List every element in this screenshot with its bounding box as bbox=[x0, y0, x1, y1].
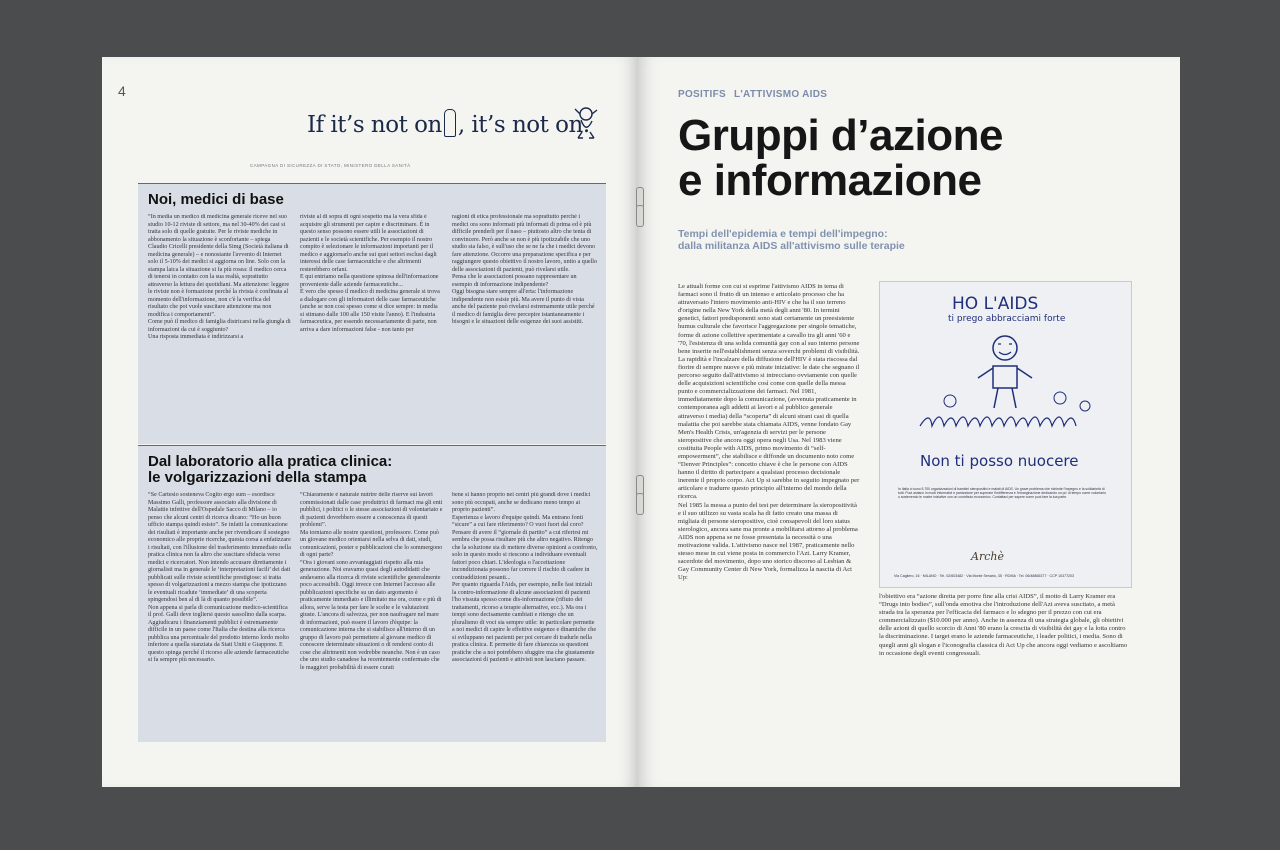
article-column-1: Le attuali forme con cui si esprime l'attivismo AIDS in tema di farmaci sono il frutto di un intenso e articolato processo che ha attraversato l'intero movimento anti-HIV e che ha il suo terreno d'origine nella New York della metà degli anni '80. In termini genetici, fattori predisponenti sono stati certamente un preesistente humus culturale che favorisce l'aggregazione per singole tematiche, forme di azione collettive sperimentate a cavallo tra gli anni '60 e '70, l'esistenza di una solida comunità gay con al suo interno persone bene inserite nell'establishment senza soverchi problemi di visibilità. La rapidità e l'incalzare della diffusione dell'HIV è stata riscossa dal fiorire di sempre nuove e più mirate iniziative: le date che segnano il percorso seguito dall'attivismo si intrecciano ovviamente con quelle delle acquisizioni scientifiche così come con quelle della messa punto e commercializzazione dei farmaci. Nel 1981, immediatamente dopo la comunicazione, (avvenuta praticamente in contemporanea agli addetti ai lavori e al pubblico generale attraverso i media) della “scoperta” di alcuni strani casi di quella malattia che poi sarebbe stata chiamata AIDS, venne fondato Gay Men's Health Crisis, un'agenzia di servizi per le persone sieropositive che ancora oggi opera negli Usa. Nel 1983 viene costituita People with AIDS, primo movimento di “self-empowerment”, che stabilisce e diffonde un documento noto come “Denver Principles”: concetto chiave è che le persone con AIDS hanno il diritto di partecipare a qualsiasi processo decisionale inerente il proprio corpo. Act Up si sarebbe in seguito impegnato per articolare e tradurre questo principio all'interno del mondo della ricerca. Nel 1985 la messa a punto del test per determinare la sieropositività e il suo utilizzo su vasta scala ha di fatto creato una massa di migliaia di persone sieropositive, cioè consapevoli del loro status sierologico, ancora sane ma pronte a mobilitarsi attorno al problema AIDS non appena se ne fosse presentata la necessità o una motivazione valida. L'attivismo nasce nel 1987, praticamente nello stesso mese in cui viene posta in commercio l'Azt. Larry Kramer, sacerdote del movimento, dopo uno storico discorso al Lesbian & Gay Community Center di New York, formalizza la nascita di Act Up: bbox=[678, 283, 860, 582]
ad-subhead: ti prego abbracciami forte bbox=[948, 314, 1066, 324]
slogan-part1: If it’s not on bbox=[307, 112, 442, 138]
article-column-3: bene si hanno proprio nei centri più grandi dove i medici sono più occupati, anche se dedicano meno tempo ai proprio pazienti”. Esperienza e lavoro d'equipe quindi. Ma entrano fonti “sicure” a cui fare riferimento? O vuoi fuori dal coro? Pensare di avere il “giornale di partito” a cui riferirsi mi sembra che possa risultare più che altro negativo. Ritengo che la soluzione sia di mettere diverse opinioni a confronto, solo in questo modo si riescono a individuare eventuali fattori poco chiari. L'ideologia o l'accettazione incondizionata possono far correre il rischio di cadere in contraddizioni pesanti... Per quanto riguarda l'Aids, per esempio, nelle fasi iniziali la contro-informazione di alcune associazioni di pazienti l'ho vissuta spesso come dis-informazione (rifiuto dei trattamenti, ricorso a terapie alternative, ecc.). Ma ora i tempi sono decisamente cambiati e ritengo che un pluralismo di voci sia sempre utile: in particolare permette a noi medici di capire le effettive esigenze e dinamiche che si sviluppano nei pazienti per poi cercare di tradurle nella pratica clinica. E permette di fare chiarezza su questioni pratiche che a noi potrebbero sfuggire ma che giustamente associazioni di pazienti e attivisti non lasciano passare. bbox=[452, 492, 598, 663]
page-number: 4 bbox=[118, 83, 126, 99]
headline bbox=[678, 113, 1003, 203]
slogan-part2: , it’s not on. bbox=[457, 112, 590, 138]
article-title: Noi, medici di base bbox=[148, 191, 284, 208]
kicker-section: POSITIFS bbox=[678, 89, 726, 100]
article-laboratorio bbox=[138, 445, 606, 742]
magazine-spread bbox=[102, 57, 1180, 787]
staple-bottom-2 bbox=[636, 493, 644, 515]
article-column-2: l'obiettivo era “azione diretta per porre fine alla crisi AIDS”, il motto di Larry Kramer era “Drugs into bodies”, sull'onda emotiva che l'introduzione dell'Azt aveva suscitato, a metà strada tra la speranza per l'efficacia del farmaco e lo sdegno per il prezzo con cui era commercializzato ($10.000 per anno). Anche in assenza di una strategia globale, gli obiettivi delle azioni di quello scorcio di Anni '80 erano la crescita di visibilità dei gay e la lotta contro la discriminazione. I target erano le aziende farmaceutiche, i leader politici, i media. Sono di quegli anni gli slogan e l'iconografia classica di Act Up che ancora oggi vediamo e ascoltiamo in occasione degli eventi congressuali. bbox=[879, 593, 1128, 657]
article-column-1: “In media un medico di medicina generale riceve nel suo studio 10-12 riviste di settore, ma nel 30-40% dei casi si tratta solo di quelle gratuite. Per le riviste mediche in abbonamento la situazione è sconfortante – spiega Claudio Cricelli presidente della Simg (Società italiana di medicina generale) – e nonostante l'avvento di Internet solo il 5-10% dei medici si aggiorna on line. Solo con la stampa laica la situazione si fa più rosea: il medico cerca di tenersi in contatto con la sua realtà, soprattutto attraverso la lettura dei quotidiani. Ma attenzione: leggere le riviste non è formazione perché la rivista è confinata al momento dell'informazione, non c'è la verifica del risultato che poi vuole suscitare attenzione ma non modifica i comportamenti”. Come può il medico di famiglia districarsi nella giungla di informazioni da cui è soggiunto? Una risposta immediata è indirizzarsi a bbox=[148, 214, 291, 340]
ad-address: Via Cagliero, 16 · MILANO · Tel. 02/603482 · Via Monte Senario, 35 · ROMA · Tel. 06/48865377 · CCP 10377203 bbox=[894, 574, 1075, 578]
headline-line-1: Gruppi d’azione bbox=[678, 111, 1003, 160]
subheadline-line-1: Tempi dell'epidemia e tempi dell'impegno: bbox=[678, 228, 888, 240]
headline-line-2: e informazione bbox=[678, 156, 982, 205]
ad-body-text: In Italia ci sono 5.700 organizzazioni di bambini sieropositivi e malati di AIDS. Un grave problema che richiede l'impegno e la solidarietà di tutti. Puoi aiutarci in modi informativi e parlandone per superare l'indifferenza e l'emarginazione dedicando un po' di tempo come volontario o sostenendo le nostre iniziative con un contributo economico. Contattaci per sapere come puoi fare la tua parte. bbox=[898, 487, 1106, 500]
article-title-line-1: Dal laboratorio alla pratica clinica: bbox=[148, 453, 393, 470]
article-column-1: “Se Cartesio sosteneva Cogito ergo sum – esordisce Massimo Galli, professore associato alla divisione di Malattie infettive dell'Ospedale Sacco di Milano – io penso che alcuni centri di ricerca dicano: “Ho un buon ufficio stampa quindi esisto”. Se infatti la comunicazione dei risultati è importante anche per rivendicare il sostegno economico alle proprie ricerche, questa corsa a enfatizzare i risultati, con l'illusione del trasferimento immediato nella pratica clinica non fa altro che suscitare sfiducia verso medici e ricercatori. Non intendo accusare direttamente i giornalisti ma in generale le ‘interpretazioni facili’ dei dati pubblicati sulle riviste scientifiche prestigiose: si tratta spesso di volgarizzazioni a mezzo stampa che ipotizzano le eventuali ricadute ‘immediate’ di una scoperta spingendosi ben al di là di quanto possibile”. Non appena si parla di comunicazione medico-scientifica il prof. Galli deve togliersi questo sassolino dalla scarpa. Aggiudicaru i finanziamenti pubblici è estremamente difficile in un paese come l'Italia che destina alla ricerca pubblica una percentuale del prodotto interno lordo molto inferiore a quella stanziata da Stati Uniti e Giappone. E questo spinga perché il ricorso alle aziende farmaceutiche si fa sempre più necessario. bbox=[148, 492, 291, 663]
article-column-2: riviste al di sopra di ogni sospetto ma la vera sfida è acquisire gli strumenti per capire e discriminare. È in questo senso possono essere utili le associazioni di pazienti e le società scientifiche. Per esempio il nostro compito è selezionare le informazioni importanti per il medico e aggiornarlo anche sui quei settori esclusi dagli interessi delle case farmaceutiche e che altrimenti resterebbero orfani. E qui entriamo nella questione spinosa dell'informazione proveniente dalle aziende farmaceutiche... È vero che spesso il medico di medicina generale si trova a dialogare con gli informatori delle case farmaceutiche (anche se non così spesso come si dice sempre: in media si stimano dalle 100 alle 150 visite l'anno). E l'industria farmaceutica, per essendo necessariamente di parte, non arriva a dare informazioni false - non tanto per bbox=[300, 214, 440, 333]
article-column-3: ragioni di etica professionale ma soprattutto perché i medici ora sono informati più informati di prima ed è più difficile prenderli per il naso – piuttosto altro che tenta di convincere. Però anche se non è più ipotizzabile che uno studio sia falso, è sull'uso che se ne fa che i medici devono fare attenzione. Occorre una preparazione specifica e per raggiungere questo obiettivo il nostro lavoro, unito a quello delle associazioni di pazienti, può rivelarsi utile. Pensa che le associazioni possano rappresentare un esempio di informazione indipendente? Oggi bisogna stare sempre all'erta: l'informazione indipendente non esiste più. Ma avere il punto di vista anche del paziente può rivelarsi estremamente utile perché il medico di famiglia deve percepire istantaneamente i bisogni e le situazioni delle esigenze dei suoi assistiti. bbox=[452, 214, 598, 325]
advertisement-box bbox=[879, 281, 1132, 588]
article-medici-di-base bbox=[138, 183, 606, 444]
subheadline bbox=[678, 228, 1058, 252]
left-page bbox=[102, 57, 638, 787]
ad-bottom-line: Non ti posso nuocere bbox=[920, 452, 1079, 470]
slogan-logo bbox=[307, 109, 590, 138]
section-kicker bbox=[678, 89, 827, 100]
article-title-line-2: le volgarizzazioni della stampa bbox=[148, 469, 367, 486]
cartoon-dog-icon bbox=[572, 104, 600, 140]
article-column-2: “Chiaramente è naturale nutrire delle riserve sui lavori commissionati dalle case produttrici di farmaci ma gli enti pubblici, i politici o le stesse associazioni di volontariato e di pazienti dovrebbero essere a conoscenza di questi problemi”. Ma torniamo alle nostre questioni, professore. Come può un giovane medico orientarsi nella selva di dati, studi, comunicazioni, poster e pubblicazioni che lo sommergono di ogni parte? “Ora i giovani sono avvantaggiati rispetto alla mia generazione. Noi eravamo quasi degli autodidatti che andavamo alla ricerca di riviste scientifiche generalmente poco accessibili. Oggi invece con Internet l'accesso alle pubblicazioni specifiche su un dato argomento è praticamente immediato e illimitato ma ora, come e più di allora, serve la testa per fare le scelte e le valutazioni giuste. L'ancora di salvezza, per non naufragare nel mare di informazioni, può essere il lavoro d'équipe: la comunicazione interna che si stabilisce all'interno di un gruppo di lavoro può permettere al giovane medico di conoscere determinate situazioni o di rendersi conto di cose che altrimenti non vedrebbe neanche. Non è un caso che uno studio canadese ha recentemente confermato che le maggiori probabilità di essere curati bbox=[300, 492, 443, 671]
subheadline-line-2: dalla militanza AIDS all'attivismo sulle terapie bbox=[678, 240, 905, 252]
ad-headline: HO L'AIDS bbox=[952, 294, 1039, 314]
kicker-topic: L'ATTIVISMO AIDS bbox=[733, 89, 828, 100]
right-page bbox=[638, 57, 1180, 787]
staple-top-2 bbox=[636, 205, 644, 227]
condom-icon bbox=[444, 109, 456, 137]
campaign-credit: CAMPAGNA DI SICUREZZA DI STATO, MINISTERO DELLA SANITÀ bbox=[250, 163, 411, 168]
ad-brand-logo: Archè bbox=[971, 550, 1004, 563]
child-drawing-illustration bbox=[910, 326, 1105, 438]
